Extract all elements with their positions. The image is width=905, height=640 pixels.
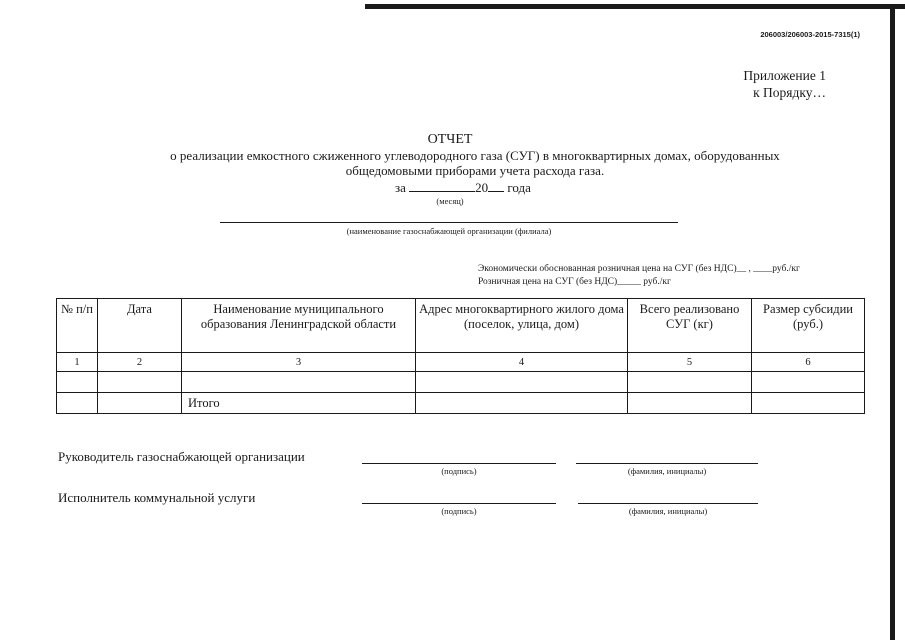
signature-role-executor: Исполнитель коммунальной услуги — [58, 490, 256, 505]
month-blank — [409, 180, 475, 192]
period-prefix: за — [395, 180, 406, 195]
report-subtitle-line-1: о реализации емкостного сжиженного углеводородного газа (СУГ) в многоквартирных домах, оборудованных — [170, 148, 780, 163]
report-subtitle-line-2: общедомовыми приборами учета расхода газа. — [345, 163, 605, 178]
report-period — [395, 180, 531, 196]
header-cell-date: Дата — [98, 299, 182, 353]
report-table — [56, 298, 865, 414]
name-caption: (фамилия, инициалы) — [627, 466, 707, 476]
month-caption: (месяц) — [436, 196, 464, 206]
table-cell — [752, 393, 865, 414]
table-cell — [416, 372, 628, 393]
table-header-row — [57, 299, 865, 353]
header-cell-subsidy: Размер субсидии (руб.) — [752, 299, 865, 353]
organization-name-line — [220, 222, 678, 223]
organization-caption: (наименование газоснабжающей организации (филиала) — [346, 226, 552, 236]
header-cell-address: Адрес многоквартирного жилого дома (поселок, улица, дом) — [416, 299, 628, 353]
table-cell — [416, 393, 628, 414]
name-line — [576, 463, 758, 464]
header-cell-municipality: Наименование муниципального образования Ленинградской области — [182, 299, 416, 353]
scan-border-top — [365, 4, 905, 9]
column-number-cell: 4 — [416, 353, 628, 372]
table-cell — [628, 393, 752, 414]
table-column-number-row — [57, 353, 865, 372]
column-number-cell: 1 — [57, 353, 98, 372]
signature-role-head: Руководитель газоснабжающей организации — [58, 449, 305, 464]
signature-line — [362, 503, 556, 504]
header-cell-total-sold: Всего реализовано СУГ (кг) — [628, 299, 752, 353]
year-blank — [488, 180, 504, 192]
table-cell — [98, 372, 182, 393]
header-cell-number: № п/п — [57, 299, 98, 353]
report-title: ОТЧЕТ — [427, 132, 473, 147]
table-cell — [752, 372, 865, 393]
table-row — [57, 372, 865, 393]
table-cell — [57, 372, 98, 393]
signature-line — [362, 463, 556, 464]
name-line — [578, 503, 758, 504]
column-number-cell: 2 — [98, 353, 182, 372]
table-cell — [57, 393, 98, 414]
document-id: 206003/206003-2015-7315(1) — [760, 30, 860, 39]
period-suffix: года — [507, 180, 531, 195]
economic-price-line: Экономически обоснованная розничная цена на СУГ (без НДС)__ , ____руб./кг — [478, 264, 800, 274]
period-year-prefix: 20 — [475, 180, 489, 195]
scan-border-right — [890, 4, 895, 640]
name-caption: (фамилия, инициалы) — [628, 506, 708, 516]
signature-caption: (подпись) — [441, 506, 477, 516]
total-label: Итого — [182, 393, 416, 414]
table-total-row — [57, 393, 865, 414]
annex-line-1: Приложение 1 — [743, 68, 826, 83]
signature-caption: (подпись) — [441, 466, 477, 476]
column-number-cell: 5 — [628, 353, 752, 372]
annex-reference — [700, 67, 826, 101]
annex-line-2: к Порядку… — [753, 85, 826, 100]
table-cell — [182, 372, 416, 393]
retail-price-line: Розничная цена на СУГ (без НДС)_____ руб./кг — [478, 277, 671, 287]
column-number-cell: 3 — [182, 353, 416, 372]
column-number-cell: 6 — [752, 353, 865, 372]
table-cell — [628, 372, 752, 393]
table-cell — [98, 393, 182, 414]
